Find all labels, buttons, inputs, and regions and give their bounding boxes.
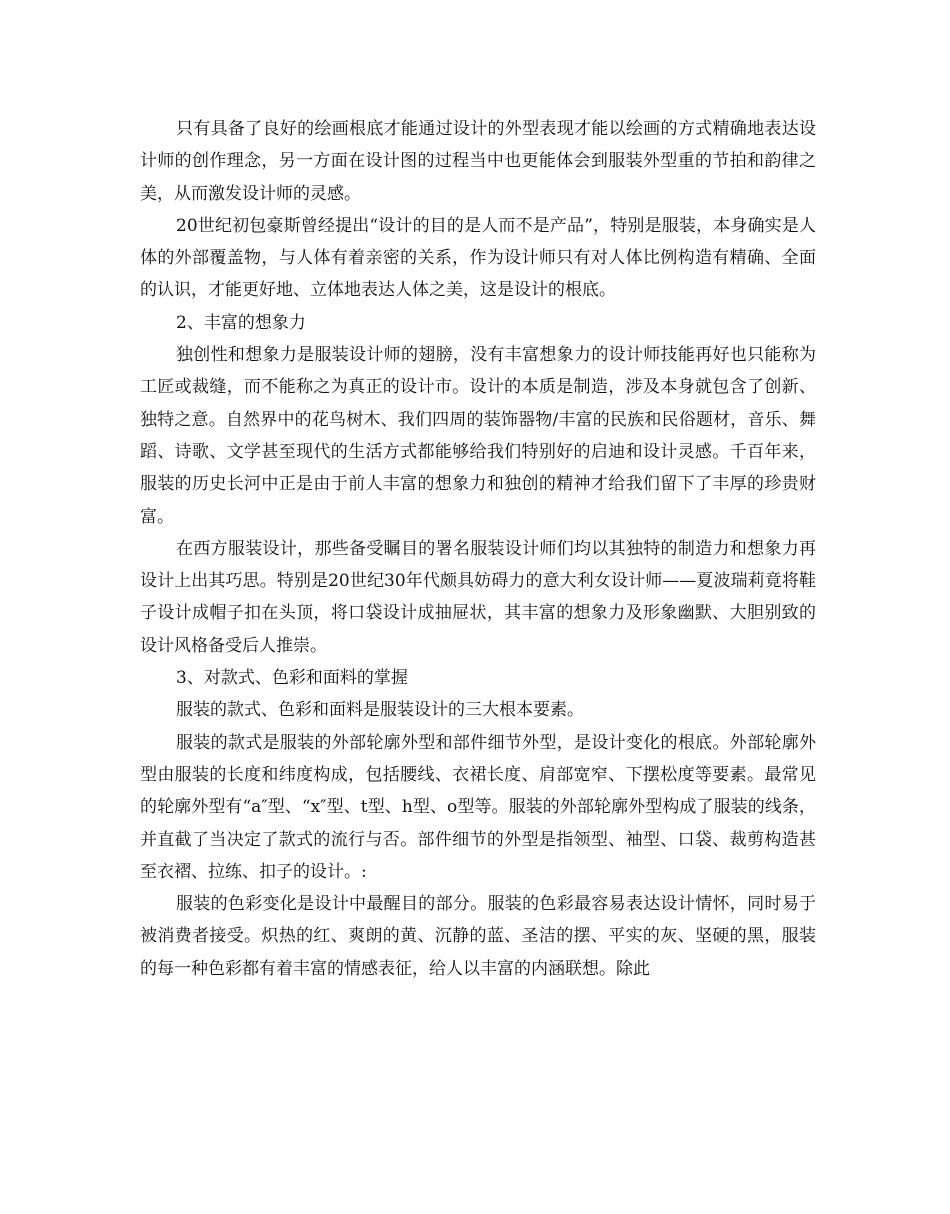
paragraph-drawing-foundation: 只有具备了良好的绘画根底才能通过设计的外型表现才能以绘画的方式精确地表达设计师的创作理念，另一方面在设计图的过程当中也更能体会到服装外型重的节拍和韵律之美，从而激发设计师的灵感。 (140, 119, 816, 204)
paragraph-three-elements: 服装的款式、色彩和面料是服装设计的三大根本要素。 (176, 700, 584, 721)
paragraph-bauhaus: 20世纪初包豪斯曾经提出“设计的目的是人而不是产品”，特别是服装，本身确实是人体的外部覆盖物，与人体有着亲密的关系，作为设计师只有对人体比例构造有精确、全面的认识，才能更好地、立体地表达人体之美，这是设计的根底。 (140, 215, 816, 301)
paragraph-western-design: 在西方服装设计，那些备受瞩目的署名服装设计师们均以其独特的制造力和想象力再设计上出其巧思。特别是20世纪30年代颇具妨碍力的意大利女设计师——夏波瑞莉竟将鞋子设计成帽子扣在头顶，将口袋设计成抽屉状，其丰富的想象力及形象幽默、大胆别致的设计风格备受后人推崇。 (140, 538, 816, 656)
paragraph-style: 服装的款式是服装的外部轮廓外型和部件细节外型，是设计变化的根底。外部轮廓外型由服装的长度和纬度构成，包括腰线、衣裙长度、肩部宽窄、下摆松度等要素。最常见的轮廓外型有“a″型、“x″型、t型、h型、o型等。服装的外部轮廓外型构成了服装的线条，并直截了当决定了款式的流行与否。部件细节的外型是指领型、袖型、口袋、裁剪构造甚至衣褶、拉练、扣子的设计。: (140, 732, 816, 882)
paragraph-color: 服装的色彩变化是设计中最醒目的部分。服装的色彩最容易表达设计情怀，同时易于被消费者接受。炽热的红、爽朗的黄、沉静的蓝、圣洁的摆、平实的灰、坚硬的黑，服装的每一种色彩都有着丰富的情感表征，给人以丰富的内涵联想。除此 (140, 894, 816, 979)
heading-style-color-fabric: 3、对款式、色彩和面料的掌握 (176, 668, 408, 689)
paragraph-imagination: 独创性和想象力是服装设计师的翅膀，没有丰富想象力的设计师技能再好也只能称为工匠或裁缝，而不能称之为真正的设计市。设计的本质是制造，涉及本身就包含了创新、独特之意。自然界中的花鸟树木、我们四周的装饰器物/丰富的民族和民俗题材，音乐、舞蹈、诗歌、文学甚至现代的生活方式都能够给我们特别好的启迪和设计灵感。千百年来，服装的历史长河中正是由于前人丰富的想象力和独创的精神才给我们留下了丰厚的珍贵财富。 (140, 345, 816, 527)
heading-imagination: 2、丰富的想象力 (176, 312, 306, 333)
document-body (140, 113, 816, 985)
